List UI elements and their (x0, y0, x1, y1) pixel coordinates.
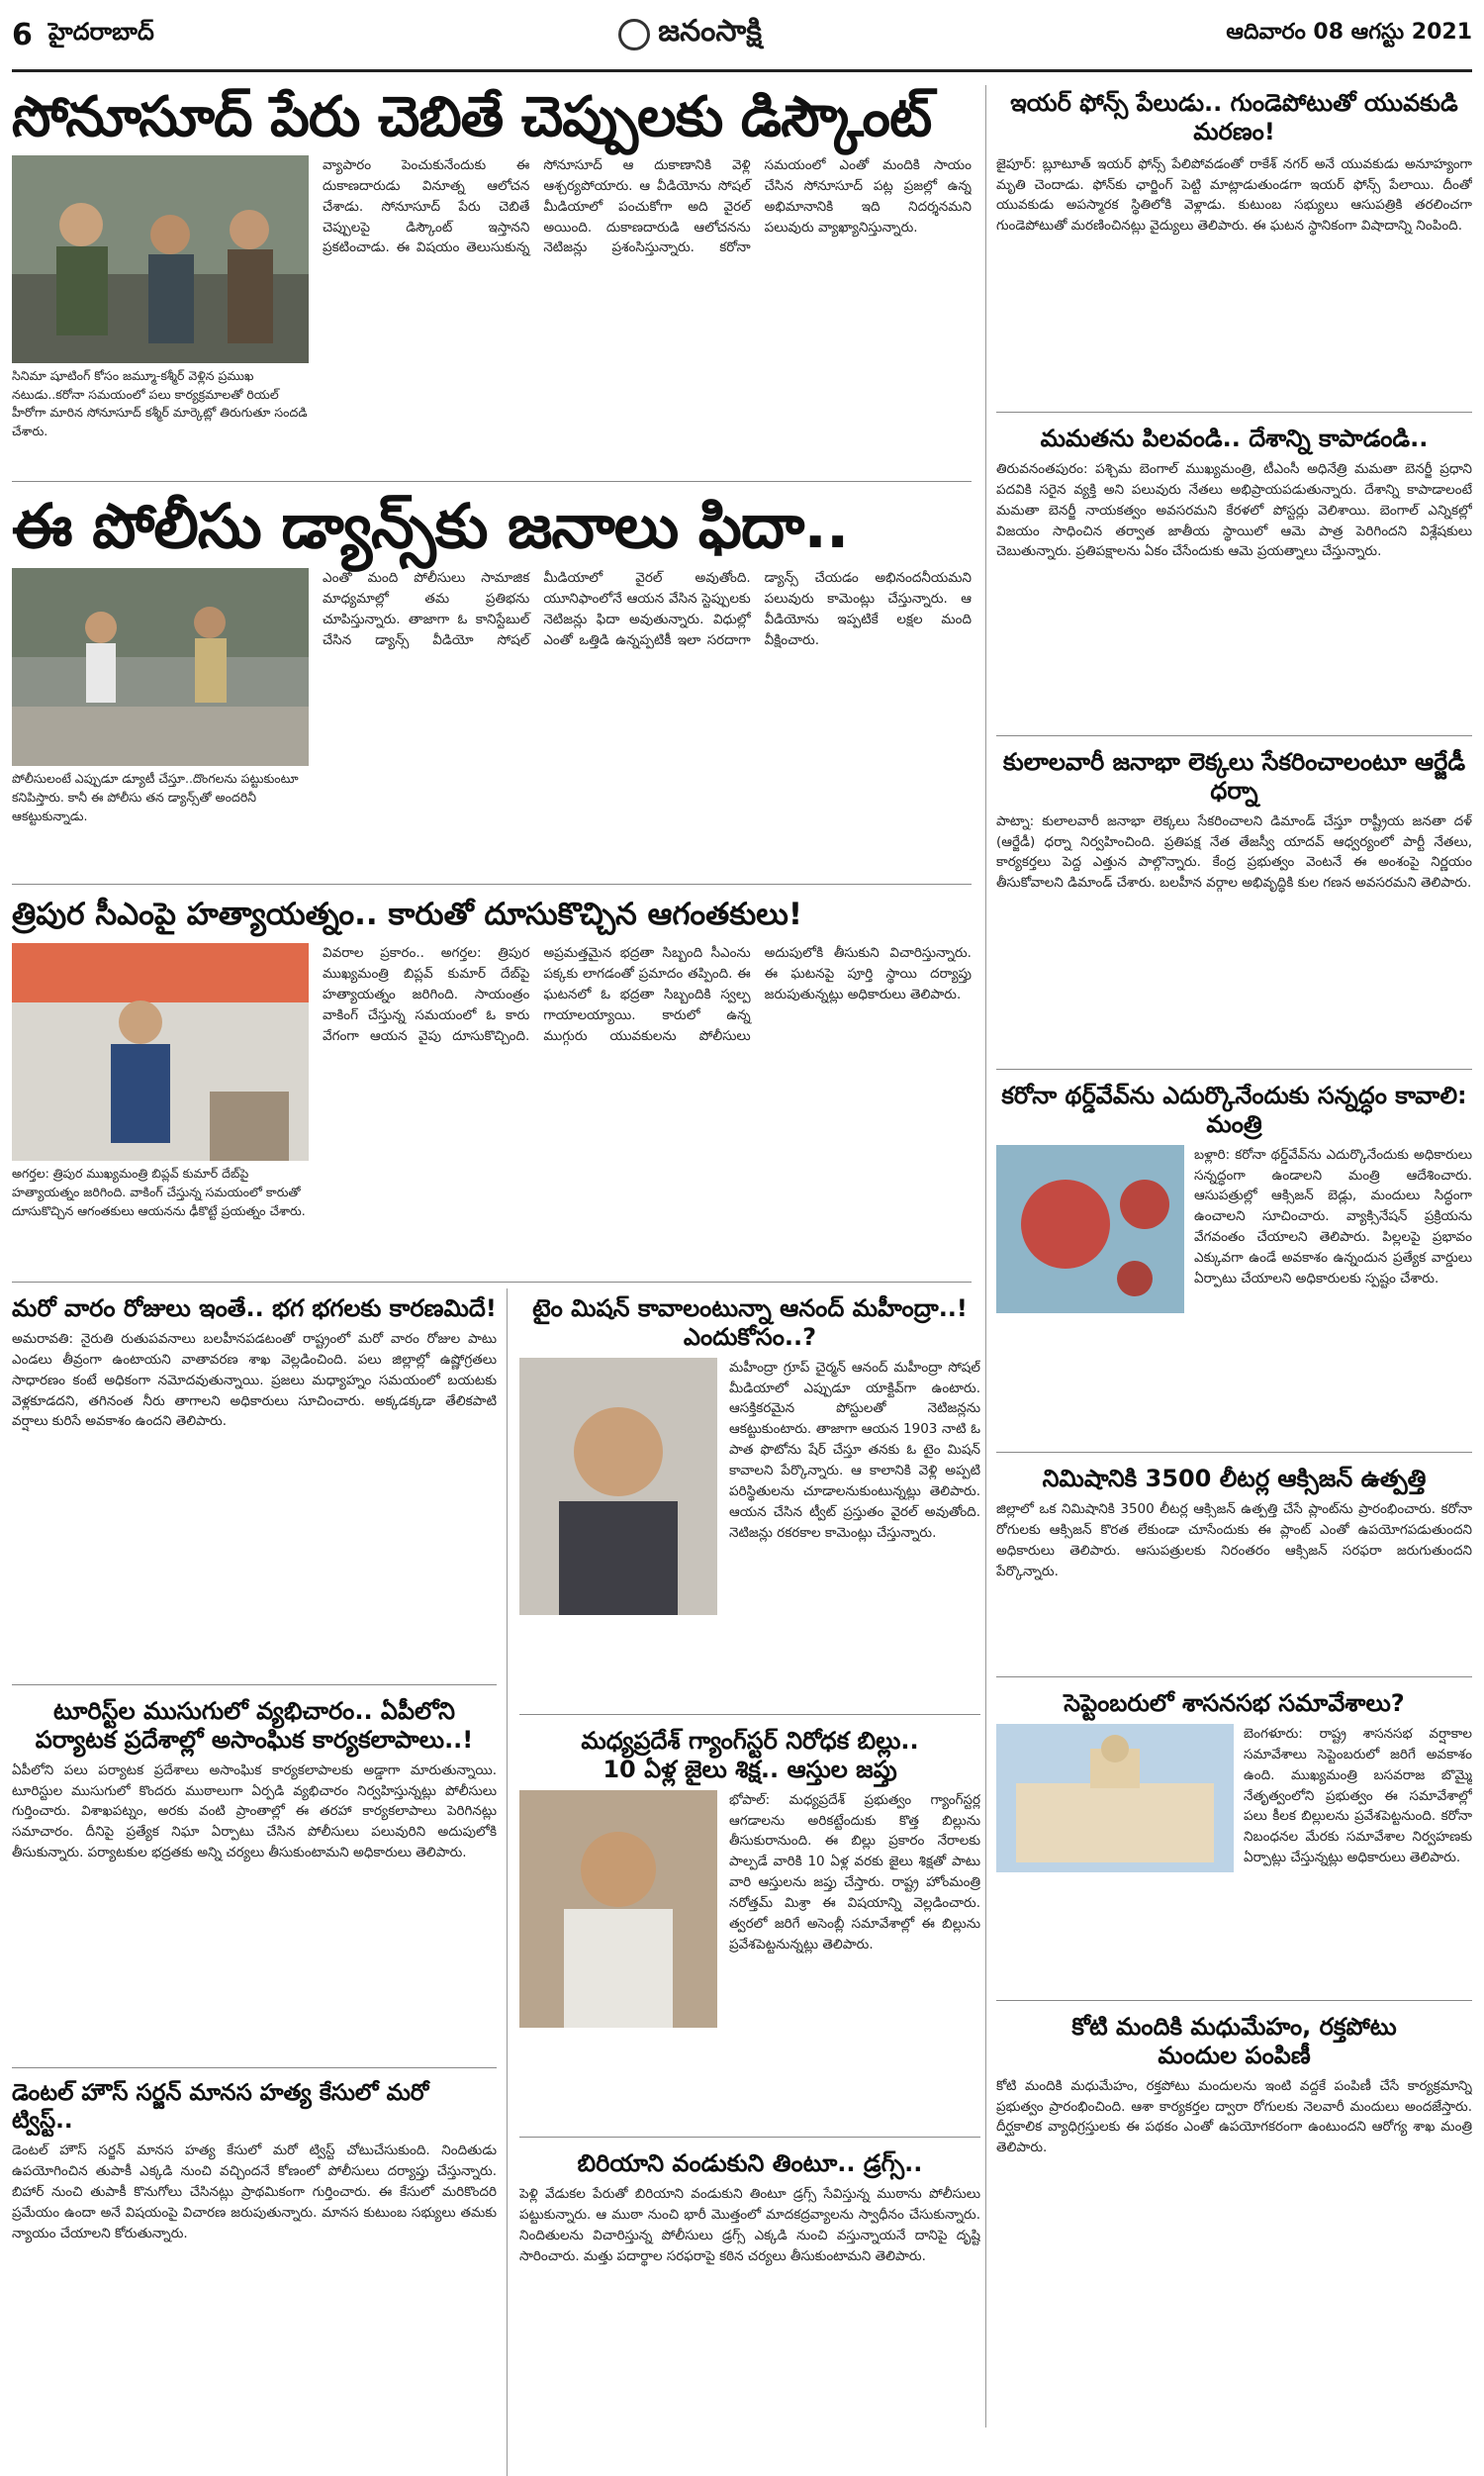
story-headline-bottom: పర్యాటక ప్రదేశాల్లో అసాంఘిక కార్యకలాపాలు..! (35, 1725, 474, 1754)
earphone-body: జైపూర్: బ్లూటూత్ ఇయర్ ఫోన్స్ పేలిపోవడంతో రాకేశ్ నగర్ అనే యువకుడు అనూహ్యంగా మృతి చెందాడు. ఫోన్‌కు ఛార్జింగ్ పెట్టి మాట్లాడుతుండగా ఇయర్ ఫోన్స్ పేలాయి. దీంతో యువకుడు అపస్మారక స్థితిలోకి వెళ్లాడు. కుటుంబ సభ్యులు ఆసుపత్రికి తరలించగా గుండెపోటుతో మరణించినట్లు వైద్యులు తెలిపారు. ఈ ఘటన స్థానికంగా విషాదాన్ని నింపింది. (996, 155, 1472, 235)
logo-icon (618, 19, 650, 50)
edition-date: ఆదివారం 08 ఆగస్టు 2021 (1226, 20, 1472, 45)
story-headline: డెంటల్ హౌస్ సర్జన్ మానస హత్య కేసులో మరో ట్విస్ట్.. (12, 2080, 429, 2134)
tripura-body: వివరాల ప్రకారం.. అగర్తల: త్రిపుర ముఖ్యమంత్రి బిప్లవ్ కుమార్ దేబ్‌పై హత్యాయత్నం జరిగింది. సాయంత్రం వాకింగ్ చేస్తున్న సమయంలో ఓ కారు వేగంగా ఆయన వైపు దూసుకొచ్చింది. అప్రమత్తమైన భద్రతా సిబ్బంది సీఎంను పక్కకు లాగడంతో ప్రమాదం తప్పింది. ఈ ఘటనలో ఓ భద్రతా సిబ్బందికి స్వల్ప గాయాలయ్యాయి. కారులో ఉన్న ముగ్గురు యువకులను పోలీసులు అదుపులోకి తీసుకుని విచారిస్తున్నారు. ఈ ఘటనపై పూర్తి స్థాయి దర్యాప్తు జరుపుతున్నట్లు అధికారులు తెలిపారు. (323, 945, 972, 1044)
city-label: హైదరాబాద్ (47, 18, 154, 46)
story-tripura (12, 891, 972, 1283)
story-third-wave (996, 1076, 1472, 1453)
story-headline-bottom: మందుల పంపిణీ (1158, 2041, 1311, 2069)
story-headline-top: టూరిస్ట్‌ల ముసుగులో వ్యభిచారం.. ఏపీలోని (52, 1697, 456, 1725)
sonu-photo (12, 155, 309, 363)
story-medicine (996, 2007, 1472, 2333)
assembly-photo (996, 1724, 1234, 1872)
mahindra-photo (519, 1358, 717, 1615)
virus-photo (996, 1145, 1184, 1313)
story-oxygen (996, 1459, 1472, 1677)
paper-name: జనంసాక్షి (658, 14, 762, 48)
right-column (985, 85, 1472, 2428)
lower-left-area (12, 1288, 980, 2476)
story-mamata (996, 419, 1472, 736)
tripura-photo (12, 943, 309, 1161)
story-biryani (519, 2143, 980, 2460)
story-mp-bill (519, 1721, 980, 2138)
page-number: 6 (12, 17, 33, 52)
masthead-left (12, 18, 154, 52)
police-photo (12, 568, 309, 766)
story-weather (12, 1288, 497, 1685)
story-headline: కులాలవారీ జనాభా లెక్కలు సేకరించాలంటూ ఆర్జేడీ ధర్నా (1002, 748, 1466, 805)
story-headline: త్రిపుర సీఎంపై హత్యాయత్నం.. కారుతో దూసుకొచ్చిన ఆగంతకులు! (12, 897, 803, 932)
paper-logo (618, 14, 762, 55)
story-headline: సెప్టెంబరులో శాసనసభ సమావేశాలు? (1064, 1689, 1405, 1717)
story-headline: కరోనా థర్డ్‌వేవ్‌ను ఎదుర్కొనేందుకు సన్నద్ధం కావాలి: మంత్రి (1001, 1082, 1467, 1138)
police-caption: పోలీసులంటే ఎప్పుడూ డ్యూటీ చేస్తూ..దొంగలను పట్టుకుంటూ కనిపిస్తారు. కానీ ఈ పోలీసు తన డ్యాన్స్‌తో అందరినీ ఆకట్టుకున్నాడు. (12, 771, 299, 823)
mp-photo (519, 1790, 717, 2028)
oxygen-body: జిల్లాలో ఒక నిమిషానికి 3500 లీటర్ల ఆక్సిజన్ ఉత్పత్తి చేసే ప్లాంట్‌ను ప్రారంభించారు. కరోనా రోగులకు ఆక్సిజన్ కొరత లేకుండా చూసేందుకు ఈ ప్లాంట్ ఎంతో ఉపయోగపడుతుందని అధికారులు తెలిపారు. ఆసుపత్రులకు నిరంతరం ఆక్సిజన్ సరఫరా జరుగుతుందని పేర్కొన్నారు. (996, 1500, 1472, 1579)
story-tourism (12, 1691, 497, 2068)
weather-body: అమరావతి: నైరుతి రుతుపవనాలు బలహీనపడటంతో రాష్ట్రంలో మరో వారం రోజుల పాటు ఎండలు తీవ్రంగా ఉంటాయని వాతావరణ శాఖ వెల్లడించింది. పలు జిల్లాల్లో ఉష్ణోగ్రతలు సాధారణం కంటే అధికంగా నమోదవుతున్నాయి. ప్రజలు మధ్యాహ్నం సమయంలో బయటకు వెళ్లకూడదని, తగినంత నీరు తాగాలని అధికారులు సూచించారు. అక్కడక్కడా తేలికపాటి వర్షాలు కురిసే అవకాశం ఉందని తెలిపారు. (12, 1330, 497, 1430)
story-census (996, 742, 1472, 1070)
story-headline: టైం మిషన్ కావాలంటున్నా ఆనంద్ మహీంద్రా..! ఎందుకోసం..? (532, 1294, 968, 1351)
story-headline: మమతను పిలవండి.. దేశాన్ని కాపాడండి.. (1040, 425, 1429, 452)
story-police (12, 488, 972, 885)
lower-left-col-b (519, 1288, 980, 2476)
story-mahindra (519, 1288, 980, 1715)
story-assembly (996, 1683, 1472, 2001)
sonu-body: వ్యాపారం పెంచుకునేందుకు ఈ దుకాణదారుడు వినూత్న ఆలోచన చేశాడు. సోనూసూద్ పేరు చెబితే చెప్పులపై డిస్కౌంట్ ఇస్తానని ప్రకటించాడు. ఈ విషయం తెలుసుకున్న సోనూసూద్ ఆ దుకాణానికి వెళ్లి ఆశ్చర్యపోయారు. ఆ వీడియోను సోషల్ మీడియాలో పంచుకోగా అది వైరల్ అయింది. దుకాణదారుడి ఆలోచనను నెటిజన్లు ప్రశంసిస్తున్నారు. కరోనా సమయంలో ఎంతో మందికి సాయం చేసిన సోనూసూద్ పట్ల ప్రజల్లో ఉన్న అభిమానానికి ఇది నిదర్శనమని పలువురు వ్యాఖ్యానిస్తున్నారు. (323, 156, 972, 256)
story-sonu (12, 85, 972, 482)
story-headline: మరో వారం రోజులు ఇంతే.. భగ భగలకు కారణమిదే! (12, 1294, 497, 1322)
story-headline-bottom: 10 ఏళ్ల జైలు శిక్ష.. ఆస్తుల జప్తు (603, 1755, 897, 1783)
story-headline: నిమిషానికి 3500 లీటర్ల ఆక్సిజన్ ఉత్పత్తి (1042, 1465, 1427, 1492)
masthead (12, 0, 1472, 72)
dental-body: డెంటల్ హౌస్ సర్జన్ మానస హత్య కేసులో మరో ట్విస్ట్ చోటుచేసుకుంది. నిందితుడు ఉపయోగించిన తుపాకీ ఎక్కడి నుంచి వచ్చిందనే కోణంలో పోలీసులు దర్యాప్తు చేస్తున్నారు. బిహార్ నుంచి తుపాకీ కొనుగోలు చేసినట్లు ప్రాథమికంగా గుర్తించారు. ఈ కేసులో మరికొందరి ప్రమేయం ఉందా అనే విషయంపై విచారణ జరుపుతున్నారు. మానస కుటుంబ సభ్యులు తమకు న్యాయం చేయాలని కోరుతున్నారు. (12, 2143, 497, 2241)
story-headline: సోనూసూద్ పేరు చెబితే చెప్పులకు డిస్కౌంట్ (12, 85, 932, 149)
story-headline: ఇయర్ ఫోన్స్ పేలుడు.. గుండెపోటుతో యువకుడి మరణం! (1010, 89, 1458, 145)
story-earphone (996, 85, 1472, 413)
tourism-body: ఏపీలోని పలు పర్యాటక ప్రదేశాలు అసాంఘిక కార్యకలాపాలకు అడ్డాగా మారుతున్నాయి. టూరిస్టుల ముసుగులో కొందరు ముఠాలుగా ఏర్పడి వ్యభిచారం నిర్వహిస్తున్నట్లు పోలీసులు గుర్తించారు. విశాఖపట్నం, అరకు వంటి ప్రాంతాల్లో ఈ తరహా కార్యకలాపాలు పెరిగినట్లు సమాచారం. దీనిపై ప్రత్యేక నిఘా ఏర్పాటు చేసిన పోలీసులు పలువురిని అదుపులోకి తీసుకున్నారు. పర్యాటకుల భద్రతకు అన్ని చర్యలు తీసుకుంటామని అధికారులు తెలిపారు. (12, 1762, 497, 1861)
census-body: పాట్నా: కులాలవారీ జనాభా లెక్కలు సేకరించాలని డిమాండ్ చేస్తూ రాష్ట్రీయ జనతా దళ్ (ఆర్జేడీ) ధర్నా నిర్వహించింది. ప్రతిపక్ష నేత తేజస్వీ యాదవ్ ఆధ్వర్యంలో పార్టీ నేతలు, కార్యకర్తలు పెద్ద ఎత్తున పాల్గొన్నారు. కేంద్ర ప్రభుత్వం వెంటనే ఈ అంశంపై నిర్ణయం తీసుకోవాలని డిమాండ్ చేశారు. బలహీన వర్గాల అభివృద్ధికి కుల గణన అవసరమని తెలిపారు. (996, 812, 1472, 892)
medicine-body: కోటి మందికి మధుమేహం, రక్తపోటు మందులను ఇంటి వద్దకే పంపిణీ చేసే కార్యక్రమాన్ని ప్రభుత్వం ప్రారంభించింది. ఆశా కార్యకర్తల ద్వారా రోగులకు నెలవారీ మందులు అందజేస్తారు. దీర్ఘకాలిక వ్యాధిగ్రస్తులకు ఈ పథకం ఎంతో ఉపయోగకరంగా ఉంటుందని ఆరోగ్య శాఖ మంత్రి తెలిపారు. (996, 2077, 1472, 2156)
mahindra-body: మహీంద్రా గ్రూప్ చైర్మన్ ఆనంద్ మహీంద్రా సోషల్ మీడియాలో ఎప్పుడూ యాక్టివ్‌గా ఉంటారు. ఆసక్తికరమైన పోస్టులతో నెటిజన్లను ఆకట్టుకుంటారు. తాజాగా ఆయన 1903 నాటి ఓ పాత ఫొటోను షేర్ చేస్తూ తనకు ఓ టైం మిషన్ కావాలని పేర్కొన్నారు. ఆ కాలానికి వెళ్లి అప్పటి పరిస్థితులను చూడాలనుకుంటున్నట్లు తెలిపారు. ఆయన చేసిన ట్వీట్ ప్రస్తుతం వైరల్ అవుతోంది. నెటిజన్లు రకరకాల కామెంట్లు చేస్తున్నారు. (729, 1359, 980, 1541)
biryani-body: పెళ్లి వేడుకల పేరుతో బిరియాని వండుకుని తింటూ డ్రగ్స్ సేవిస్తున్న ముఠాను పోలీసులు పట్టుకున్నారు. ఆ ముఠా నుంచి భారీ మొత్తంలో మాదకద్రవ్యాలను స్వాధీనం చేసుకున్నారు. నిందితులను విచారిస్తున్న పోలీసులు డ్రగ్స్ ఎక్కడి నుంచి వస్తున్నాయనే దానిపై దృష్టి సారించారు. మత్తు పదార్థాల సరఫరాపై కఠిన చర్యలు తీసుకుంటామని తెలిపారు. (519, 2185, 980, 2264)
third-wave-body: బళ్లారి: కరోనా థర్డ్‌వేవ్‌ను ఎదుర్కొనేందుకు అధికారులు సన్నద్ధంగా ఉండాలని మంత్రి ఆదేశించారు. ఆసుపత్రుల్లో ఆక్సిజన్ బెడ్లు, మందులు సిద్ధంగా ఉంచాలని సూచించారు. వ్యాక్సినేషన్ ప్రక్రియను వేగవంతం చేయాలని తెలిపారు. పిల్లలపై ప్రభావం ఎక్కువగా ఉండే అవకాశం ఉన్నందున ప్రత్యేక వార్డులు ఏర్పాటు చేయాలని అధికారులకు స్పష్టం చేశారు. (1194, 1146, 1472, 1287)
mamata-body: తిరువనంతపురం: పశ్చిమ బెంగాల్ ముఖ్యమంత్రి, టీఎంసీ అధినేత్రి మమతా బెనర్జీ ప్రధాని పదవికి సరైన వ్యక్తి అని పలువురు నేతలు అభిప్రాయపడుతున్నారు. దేశాన్ని కాపాడాలంటే మమతా బెనర్జీ నాయకత్వం అవసరమని కేరళలో పోస్టర్లు వెలిశాయి. బెంగాల్ ఎన్నికల్లో విజయం సాధించిన తర్వాత జాతీయ స్థాయిలో ఆమె పాత్ర పెరిగిందని విశ్లేషకులు చెబుతున్నారు. ప్రతిపక్షాలను ఏకం చేసేందుకు ఆమె ప్రయత్నాలు చేస్తున్నారు. (996, 460, 1472, 560)
left-column (12, 85, 980, 2428)
tripura-caption: అగర్తల: త్రిపుర ముఖ్యమంత్రి బిప్లవ్ కుమార్ దేబ్‌పై హత్యాయత్నం జరిగింది. వాకింగ్ చేస్తున్న సమయంలో కారుతో దూసుకొచ్చిన ఆగంతకులు ఆయనను ఢీకొట్టే ప్రయత్నం చేశారు. (12, 1166, 306, 1218)
police-body: ఎంతో మంది పోలీసులు సామాజిక మాధ్యమాల్లో తమ ప్రతిభను చూపిస్తున్నారు. తాజాగా ఓ కానిస్టేబుల్ చేసిన డ్యాన్స్ వీడియో సోషల్ మీడియాలో వైరల్ అవుతోంది. యూనిఫాంలోనే ఆయన వేసిన స్టెప్పులకు నెటిజన్లు ఫిదా అవుతున్నారు. విధుల్లో ఎంతో ఒత్తిడి ఉన్నప్పటికీ ఇలా సరదాగా డ్యాన్స్ చేయడం అభినందనీయమని పలువురు కామెంట్లు చేస్తున్నారు. ఆ వీడియోను ఇప్పటికే లక్షల మంది వీక్షించారు. (323, 570, 972, 648)
lower-left-col-a (12, 1288, 508, 2476)
story-headline-top: మధ్యప్రదేశ్ గ్యాంగ్‌స్టర్ నిరోధక బిల్లు.. (581, 1727, 919, 1755)
assembly-body: బెంగళూరు: రాష్ట్ర శాసనసభ వర్షాకాల సమావేశాలు సెప్టెంబరులో జరిగే అవకాశం ఉంది. ముఖ్యమంత్రి బసవరాజ బొమ్మై నేతృత్వంలోని ప్రభుత్వం ఈ సమావేశాల్లో పలు కీలక బిల్లులను ప్రవేశపెట్టనుంది. కరోనా నిబంధనల మేరకు సమావేశాల నిర్వహణకు ఏర్పాట్లు చేస్తున్నట్లు అధికారులు తెలిపారు. (1244, 1725, 1472, 1866)
story-headline: బిరియాని వండుకుని తింటూ.. డ్రగ్స్.. (577, 2149, 923, 2177)
sonu-caption: సినిమా షూటింగ్ కోసం జమ్మూ-కశ్మీర్ వెళ్లిన ప్రముఖ నటుడు..కరోనా సమయంలో పలు కార్యక్రమాలతో రియల్ హీరోగా మారిన సోనూసూద్ కశ్మీర్ మార్కెట్లో తిరుగుతూ సందడి చేశారు. (12, 367, 308, 439)
story-headline: ఈ పోలీసు డ్యాన్స్‌కు జనాలు ఫిదా.. (12, 490, 849, 562)
mp-body: భోపాల్: మధ్యప్రదేశ్ ప్రభుత్వం గ్యాంగ్‌స్టర్ల ఆగడాలను అరికట్టేందుకు కొత్త బిల్లును తీసుకురానుంది. ఈ బిల్లు ప్రకారం నేరాలకు పాల్పడే వారికి 10 ఏళ్ల వరకు జైలు శిక్షతో పాటు వారి ఆస్తులను జప్తు చేస్తారు. రాష్ట్ర హోంమంత్రి నరోత్తమ్ మిశ్రా ఈ విషయాన్ని వెల్లడించారు. త్వరలో జరిగే అసెంబ్లీ సమావేశాల్లో ఈ బిల్లును ప్రవేశపెట్టనున్నట్లు తెలిపారు. (729, 1791, 980, 1953)
story-dental (12, 2074, 497, 2450)
story-headline-top: కోటి మందికి మధుమేహం, రక్తపోటు (1071, 2013, 1397, 2041)
